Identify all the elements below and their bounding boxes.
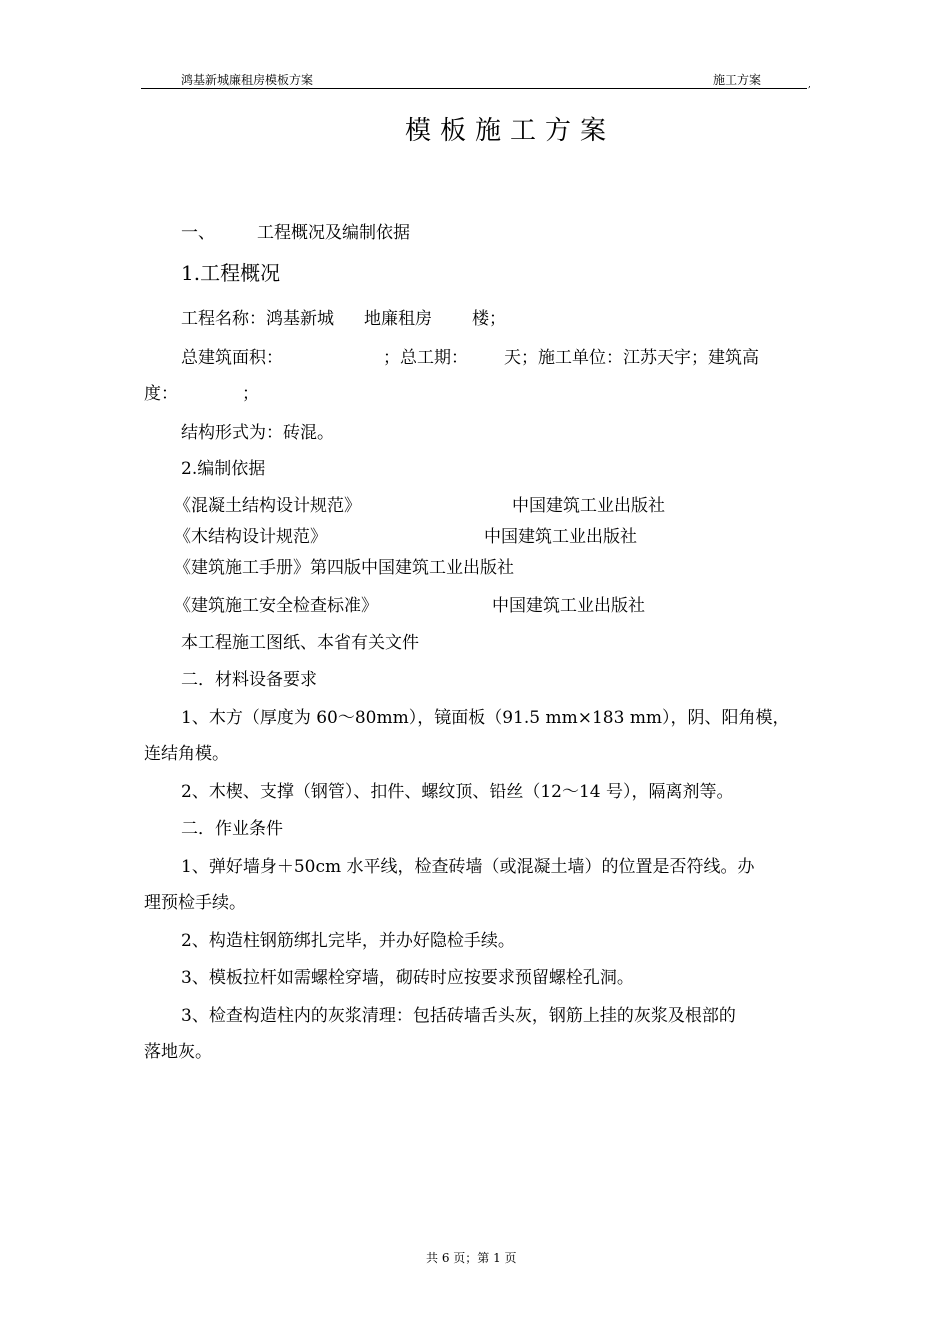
project-duration-label: ；总工期： [383, 348, 468, 368]
condition-item-1-line-2: 理预检手续。 [144, 893, 246, 913]
reference-item [174, 556, 514, 580]
reference-item [174, 525, 327, 549]
reference-publisher: 中国建筑工业出版社 [484, 527, 637, 547]
project-area-line [181, 346, 759, 370]
project-name-label: 工程名称：鸿基新城 [181, 309, 334, 329]
project-name-middle: 地廉租房 [364, 309, 432, 329]
reference-publisher: 中国建筑工业出版社 [492, 596, 645, 616]
condition-item-3: 3、模板拉杆如需螺栓穿墙，砌砖时应按要求预留螺栓孔洞。 [181, 968, 634, 988]
project-name-line [181, 307, 506, 331]
material-item-1-line-1: 1、木方（厚度为 60～80mm），镜面板（91.5 mm×183 mm），阴、阳角模， [181, 708, 790, 728]
project-height-line [144, 382, 259, 406]
section-1-number: 一、 [181, 223, 215, 243]
reference-local-docs: 本工程施工图纸、本省有关文件 [181, 633, 419, 653]
section-2-heading: 二．材料设备要求 [181, 670, 317, 690]
subsection-1-heading: 1.工程概况 [181, 261, 281, 285]
reference-title: 《木结构设计规范》 [174, 527, 327, 547]
condition-item-4-line-2: 落地灰。 [144, 1042, 212, 1062]
condition-item-1-line-1: 1、弹好墙身＋50cm 水平线，检查砖墙（或混凝土墙）的位置是否符线。办 [181, 857, 755, 877]
condition-item-2: 2、构造柱钢筋绑扎完毕，并办好隐检手续。 [181, 931, 515, 951]
project-area-label: 总建筑面积： [181, 348, 283, 368]
reference-item [174, 494, 361, 518]
project-duration-unit: 天；施工单位：江苏天宇；建筑高 [504, 348, 759, 368]
document-title: 模板施工方案 [405, 116, 616, 146]
header-mark: , [808, 80, 811, 90]
page-footer: 共 6 页；第 1 页 [426, 1251, 517, 1265]
project-height-end: ； [242, 384, 259, 404]
project-height-label: 度： [144, 384, 178, 404]
project-name-end: 楼； [472, 309, 506, 329]
reference-title: 《建筑施工手册》第四版中国建筑工业出版社 [174, 558, 514, 578]
header-rule [141, 88, 807, 89]
section-1-heading [181, 221, 410, 245]
reference-item [174, 594, 378, 618]
condition-item-4-line-1: 3、检查构造柱内的灰浆清理：包括砖墙舌头灰，钢筋上挂的灰浆及根部的 [181, 1006, 736, 1026]
section-3-heading: 二．作业条件 [181, 819, 283, 839]
header-right-title: 施工方案 [713, 73, 762, 87]
section-1-title: 工程概况及编制依据 [257, 223, 410, 243]
material-item-1-line-2: 连结角模。 [144, 744, 229, 764]
reference-publisher: 中国建筑工业出版社 [512, 496, 665, 516]
header-left-title: 鸿基新城廉租房模板方案 [181, 73, 314, 87]
subsection-2-heading: 2.编制依据 [181, 459, 266, 479]
material-item-2: 2、木楔、支撑（钢管）、扣件、螺纹顶、铅丝（12～14 号），隔离剂等。 [181, 782, 734, 802]
project-structure: 结构形式为：砖混。 [181, 423, 334, 443]
reference-title: 《混凝土结构设计规范》 [174, 496, 361, 516]
reference-title: 《建筑施工安全检查标准》 [174, 596, 378, 616]
